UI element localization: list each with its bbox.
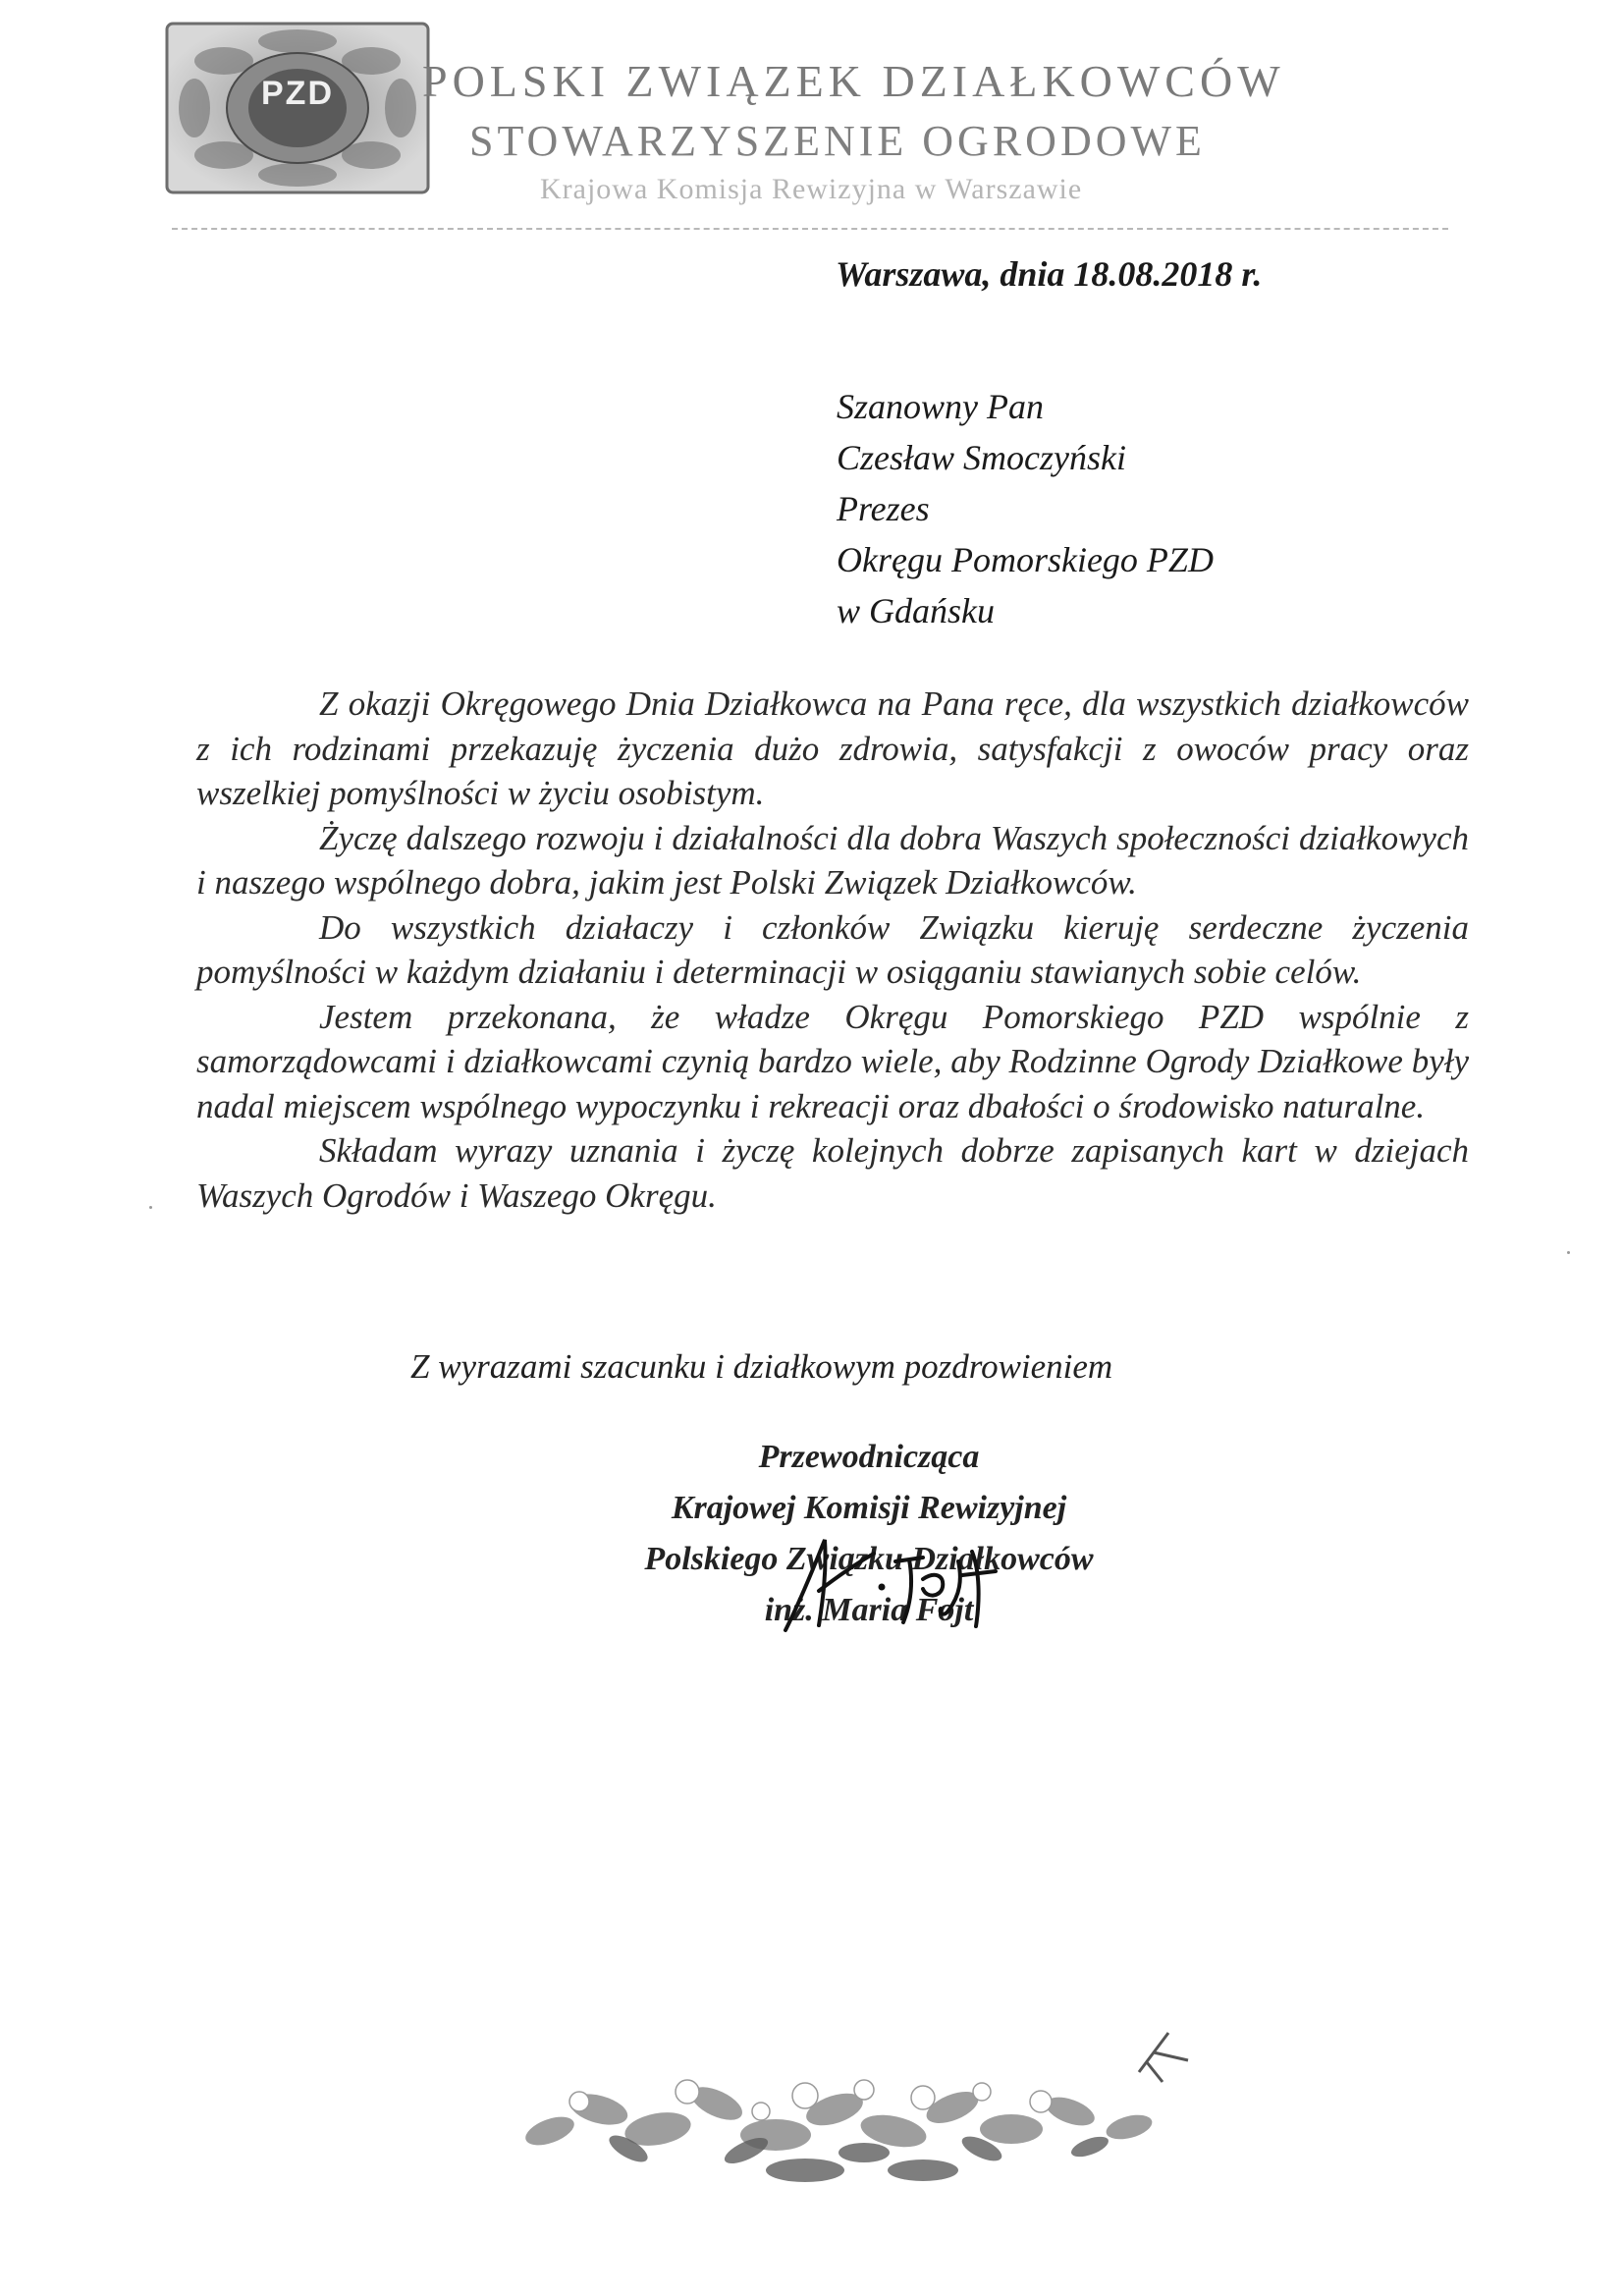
paragraph: Składam wyrazy uznania i życzę kolejnych dobrze zapisanych kart w dziejach Waszych Ogrodów i Waszego Okręgu.: [196, 1131, 1469, 1215]
addressee-city: w Gdańsku: [837, 591, 995, 630]
floral-ornament: [511, 2013, 1198, 2200]
paragraph: Życzę dalszego rozwoju i działalności dla dobra Waszych społeczności działkowych i naszego wspólnego dobra, jakim jest Polski Związek Działkowców.: [196, 818, 1469, 902]
signer-title-line1: Przewodnicząca: [758, 1439, 980, 1475]
scan-speck: [1567, 1251, 1570, 1254]
signer-title-line3: Polskiego Związku Działkowców: [644, 1541, 1094, 1577]
addressee-block: [837, 381, 1214, 636]
scan-speck: [149, 1206, 152, 1209]
paragraph: Jestem przekonana, że władze Okręgu Pomorskiego PZD wspólnie z samorządowcami i działkowcami czynią bardzo wiele, aby Rodzinne Ogrody Działkowe były nadal miejscem wspólnego wypoczynku i rekreacji oraz dbałości o środowisko naturalne.: [196, 997, 1469, 1125]
addressee-organization: Okręgu Pomorskiego PZD: [837, 540, 1214, 579]
org-name-line2: STOWARZYSZENIE OGRODOWE: [469, 117, 1206, 165]
logo-text: PZD: [261, 75, 334, 112]
signer-title-line2: Krajowej Komisji Rewizyjnej: [671, 1490, 1067, 1526]
closing-line: Z wyrazami szacunku i działkowym pozdrowieniem: [410, 1347, 1113, 1386]
handwritten-signature: [766, 1532, 1021, 1640]
date-line: Warszawa, dnia 18.08.2018 r.: [836, 254, 1263, 294]
org-name-line1: POLSKI ZWIĄZEK DZIAŁKOWCÓW: [422, 56, 1285, 106]
pzd-logo: [165, 22, 430, 194]
signer-name: inż. Maria Fojt: [764, 1592, 974, 1628]
paragraph: Do wszystkich działaczy i członków Związku kieruję serdeczne życzenia pomyślności w każdym działaniu i determinacji w osiąganiu stawianych sobie celów.: [196, 907, 1469, 991]
addressee-title: Prezes: [837, 489, 930, 528]
org-name-line3: Krajowa Komisja Rewizyjna w Warszawie: [540, 173, 1083, 205]
letter-body: [196, 682, 1469, 1218]
addressee-salutation: Szanowny Pan: [837, 387, 1044, 426]
paragraph: Z okazji Okręgowego Dnia Działkowca na Pana ręce, dla wszystkich działkowców z ich rodzinami przekazuję życzenia dużo zdrowia, satysfakcji z owoców pracy oraz wszelkiej pomyślności w życiu osobistym.: [196, 684, 1469, 812]
addressee-name: Czesław Smoczyński: [837, 438, 1126, 477]
letterhead-divider: [172, 228, 1448, 231]
